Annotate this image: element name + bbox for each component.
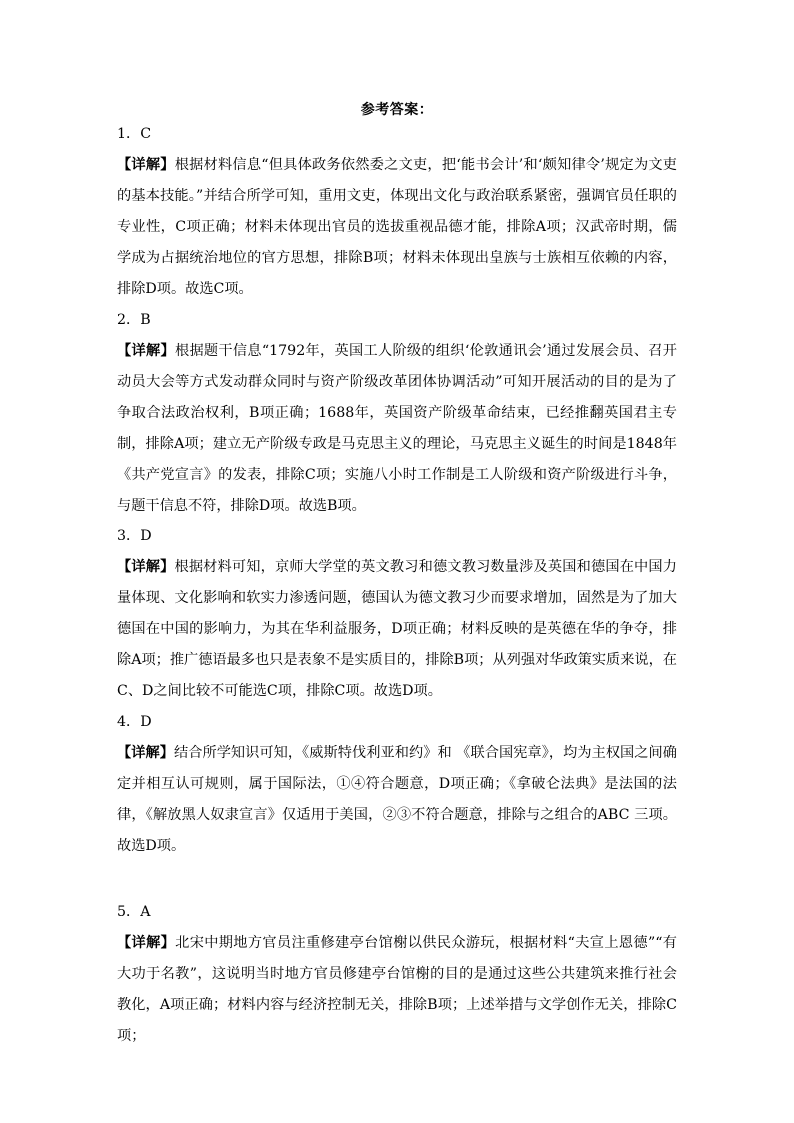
answer-number: 4．D [117,714,152,730]
answer-explanation [117,738,677,862]
explanation-tag: 【详解】 [117,157,175,173]
explanation-tag: 【详解】 [117,343,175,359]
answer-explanation [117,150,677,305]
answer-item-1 [117,119,677,305]
explanation-text: 根据材料可知，京师大学堂的英文教习和德文教习数量涉及英国和德国在中国力量体现、文化影响和软实力渗透问题，德国认为德文教习少而要求增加，固然是为了加大德国在中国的影响力，为其在华利益服务，D项正确；材料反映的是英德在华的争夺，排除A项；推广德语最多也只是表象不是实质目的，排除B项；从列强对华政策实质来说，在C、D之间比较不可能选C项，排除C项。故选D项。 [117,559,677,699]
answer-item-5 [117,897,677,1052]
page-title: 参考答案： [360,102,434,118]
explanation-text: 根据题干信息“1792年，英国工人阶级的组织‘伦敦通讯会’通过发展会员、召开动员大会等方式发动群众同时与资产阶级改革团体协调活动”可知开展活动的目的是为了争取合法政治权利，B项正确；1688年，英国资产阶级革命结束，已经推翻英国君主专制，排除A项；建立无产阶级专政是马克思主义的理论，马克思主义诞生的时间是1848年《共产党宣言》的发表，排除C项；实施八小时工作制是工人阶级和资产阶级进行斗争，与题干信息不符，排除D项。故选B项。 [117,343,677,514]
explanation-tag: 【详解】 [117,745,174,761]
answer-explanation [117,928,677,1052]
explanation-text: 结合所学知识可知，《威斯特伐利亚和约》和 《联合国宪章》，均为主权国之间确定并相互认可规则，属于国际法，①④符合题意，D项正确；《拿破仑法典》是法国的法律，《解放黑人奴隶宣言》仅适用于美国，②③不符合题意，排除与之组合的ABC 三项。故选D项。 [117,745,677,854]
explanation-tag: 【详解】 [117,935,176,951]
answer-explanation [117,552,677,707]
answer-number: 1．C [117,126,152,142]
answer-item-2 [117,305,677,522]
answer-explanation [117,336,677,522]
answer-number: 5．A [117,904,151,920]
explanation-tag: 【详解】 [117,559,175,575]
answer-item-4 [117,707,677,862]
explanation-text: 北宋中期地方官员注重修建亭台馆榭以供民众游玩，根据材料“夫宣上恩德”“有大功于名教”，这说明当时地方官员修建亭台馆榭的目的是通过这些公共建筑来推行社会教化，A项正确；材料内容与经济控制无关，排除B项；上述举措与文学创作无关，排除C项； [117,935,677,1044]
answer-number: 3．D [117,528,152,544]
explanation-text: 根据材料信息“但具体政务依然委之文吏，把‘能书会计’和‘颇知律令’规定为文吏的基本技能。”并结合所学可知，重用文吏，体现出文化与政治联系紧密，强调官员任职的专业性，C项正确；材料未体现出官员的选拔重视品德才能，排除A项；汉武帝时期，儒学成为占据统治地位的官方思想，排除B项；材料未体现出皇族与士族相互依赖的内容，排除D项。故选C项。 [117,157,677,297]
answer-number: 2．B [117,312,151,328]
answer-item-3 [117,521,677,707]
